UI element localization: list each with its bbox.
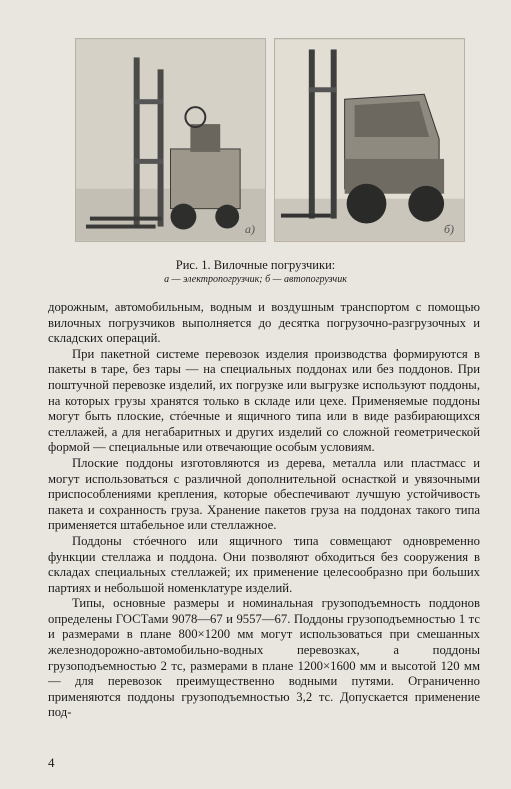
caption-subtitle: а — электропогрузчик; б — автопогрузчик <box>164 274 347 285</box>
panel-a-letter: а) <box>245 222 255 236</box>
paragraph-4: Поддоны стóечного или ящичного типа совмещают одновременно функции стеллажа и поддона. Они позволяют обходиться без сооружения в складах специальных стеллажей; их применение целесообразно при больших партиях и небольшой номенклатуре изделий. <box>48 533 480 595</box>
paragraph-1: дорожным, автомобильным, водным и воздушным транспортом с помощью вилочных погрузчиков выполняется до десятка погрузочно-разгрузочных и складских операций. <box>48 300 480 346</box>
body-text <box>48 300 480 721</box>
paragraph-5: Типы, основные размеры и номинальная грузоподъемность поддонов определены ГОСТами 9078—67 и 9557—67. Поддоны грузоподъемностью 1 тс и размерами в плане 800×1200 мм могут использоваться при смешанных железнодорожно-автомобильно-водных перевозках, а поддоны грузоподъемностью 2 тс, размерами в плане 1200×1600 мм и высотой 120 мм — для перевозок преимущественно водными путями. Ограниченно применяются поддоны грузоподъемностью 3,2 тс. Допускается применение под- <box>48 596 480 720</box>
figure-caption <box>0 257 511 287</box>
paragraph-3: Плоские поддоны изготовляются из дерева, металла или пластмасс и могут использоваться с различной дополнительной оснасткой и увязочными приспособлениями крепления, которые обеспечивают лучшую устойчивость пакета и сохранность груза. Хранение пакетов груза на поддонах такого типа применяется штабельное или стеллажное. <box>48 455 480 533</box>
auto-forklift-illustration <box>275 39 464 241</box>
caption-title: Рис. 1. Вилочные погрузчики: <box>175 258 336 272</box>
figure-photos <box>75 38 465 240</box>
photo-electric-forklift <box>75 38 266 242</box>
panel-b-letter: б) <box>443 222 454 236</box>
photo-auto-forklift <box>274 38 465 242</box>
electric-forklift-illustration <box>76 39 265 241</box>
paragraph-2: При пакетной системе перевозок изделия производства формируются в пакеты в таре, без тары — на специальных поддонах или без поддонов. При поштучной перевозке изделий, их погрузке или выгрузке используют поддоны, на которых грузы хранятся только в складе или цехе. Применяемые поддоны могут быть плоские, стóечные и ящичного типа или в виде разбирающихся стеллажей, а для негабаритных и других изделий со сложной геометрической формой — специальные или отвечающие особым условиям. <box>48 346 480 455</box>
page-number: 4 <box>48 755 55 770</box>
